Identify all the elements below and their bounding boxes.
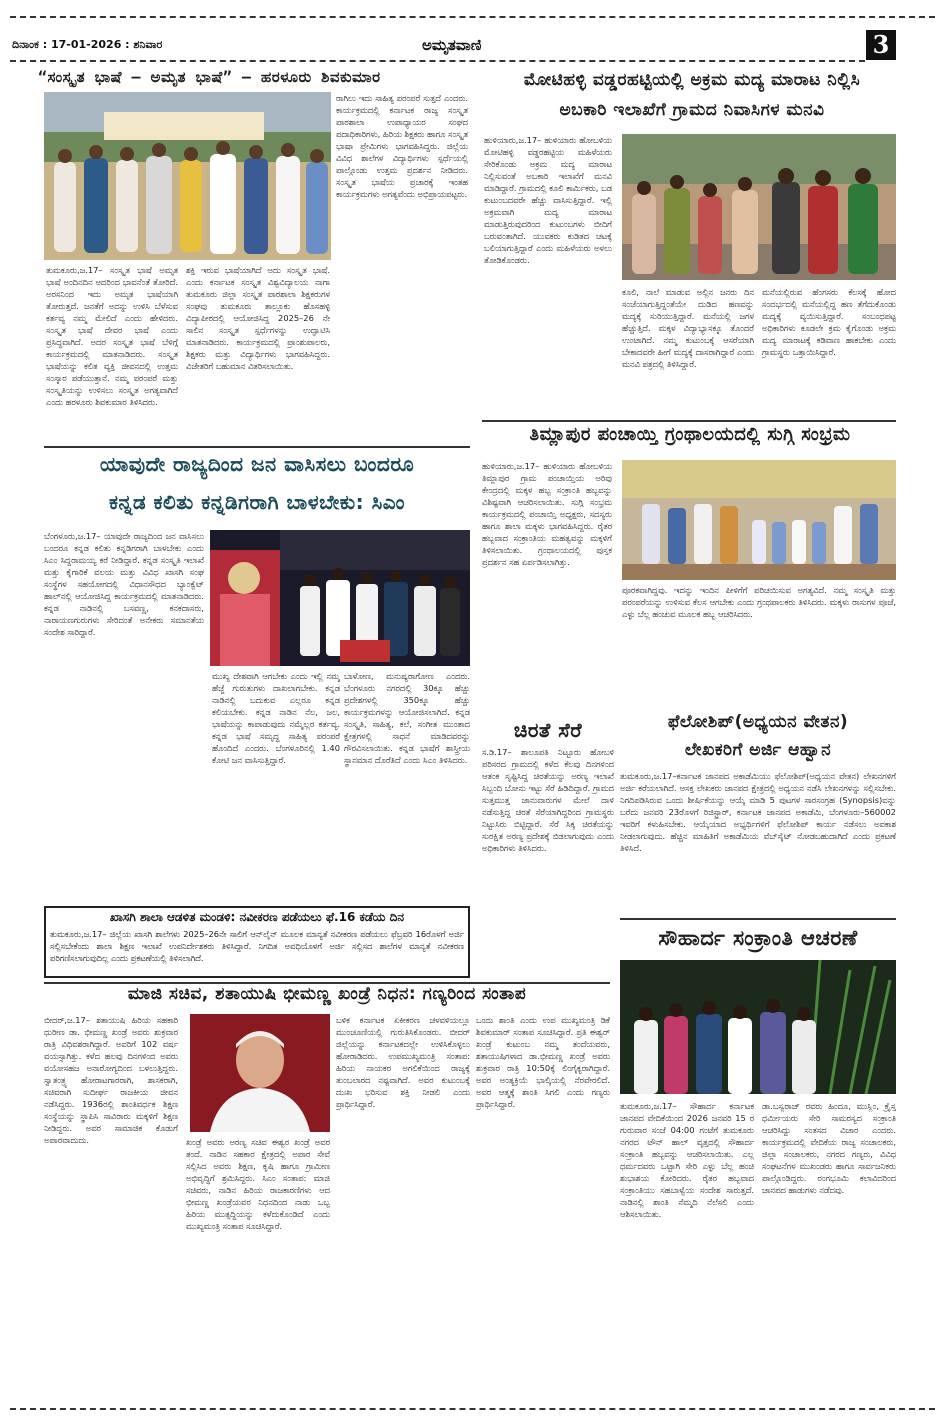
paper-name: ಅಮೃತವಾಣಿ	[422, 36, 482, 54]
granthalaya-col-2: ಪೂರಕವಾಗಿದ್ದವು. ಇದನ್ನು ಇಂದಿನ ಪೀಳಿಗೆಗೆ ಪರಿಚಯಿಸುವ ಅಗತ್ಯವಿದೆ. ನಮ್ಮ ಸಂಸ್ಕೃತಿ ಮತ್ತು ಪರಂಪರೆಯನ್ನು ಉಳಿಸುವ ಕೆಲಸ ಆಗಬೇಕು ಎಂದು ಗ್ರಂಥಪಾಲಕರು ತಿಳಿಸಿದರು. ಮಕ್ಕಳು ರಾಸುಗಳ ಪೂಜೆ, ಎಳ್ಳು ಬೆಲ್ಲ ಹಂಚುವ ಮೂಲಕ ಹಬ್ಬ ಆಚರಿಸಿದರು.	[622, 585, 896, 619]
bottom-dashed-rule	[10, 1408, 935, 1410]
sanskrit-col-3: ರಾಗಿಲು ಇದು ಸಾಹಿತ್ಯ ಪರಂಪರೆ ಸುತ್ತದೆ ಎಂದರು. ಕಾರ್ಯಕ್ರಮದಲ್ಲಿ ಕರ್ನಾಟಕ ರಾಜ್ಯ ಸಂಸ್ಕೃತ ಪಾಠಶಾಲಾ ಉಪಾಧ್ಯಾಯರ ಸಂಘದ ಪದಾಧಿಕಾರಿಗಳು, ಹಿರಿಯ ಶಿಕ್ಷಕರು ಹಾಗೂ ಸಂಸ್ಕೃತ ಭಾಷಾ ಪ್ರೇಮಿಗಳು ಭಾಗವಹಿಸಿದ್ದರು. ಜಿಲ್ಲೆಯ ವಿವಿಧ ಶಾಲೆಗಳ ವಿದ್ಯಾರ್ಥಿಗಳು ಸ್ಪರ್ಧೆಯಲ್ಲಿ ಪಾಲ್ಗೊಂಡು ಉತ್ತಮ ಪ್ರದರ್ಶನ ನೀಡಿದರು. ಸಂಸ್ಕೃತ ಭಾಷೆಯ ಪ್ರಚಾರಕ್ಕೆ ಇಂತಹ ಕಾರ್ಯಕ್ರಮಗಳು ಅಗತ್ಯವೆಂದು ಅಭಿಪ್ರಾಯಪಟ್ಟರು.	[336, 93, 468, 199]
rule-right-1	[482, 420, 896, 422]
photo-sanskrit-event	[44, 92, 331, 260]
headline-bhimanna: ಮಾಜಿ ಸಚಿವ, ಶತಾಯುಷಿ ಭೀಮಣ್ಣ ಖಂಡ್ರೆ ನಿಧನ: ಗಣ್ಯರಿಂದ ಸಂತಾಪ	[127, 984, 527, 1004]
sauharda-col-1: ತುಮಕೂರು,ಜ.17– ಸೌಹಾರ್ದ ಕರ್ನಾಟಕ ಜಾನಪದ ವೇದಿಕೆಯಿಂದ 2026 ಜನವರಿ 15 ರ ಗುರುವಾರ ಸಂಜೆ 04:00 ಗಂಟೆಗೆ ತುಮಕೂರು ನಗರದ ಟೌನ್ ಹಾಲ್ ವೃತ್ತದಲ್ಲಿ ಸೌಹಾರ್ದ ಸಂಕ್ರಾಂತಿ ಹಬ್ಬವನ್ನು ಆಚರಿಸಲಾಯಿತು. ಎಲ್ಲ ಧರ್ಮದವರು ಒಟ್ಟಾಗಿ ಸೇರಿ ಎಳ್ಳು ಬೆಲ್ಲ ಹಂಚಿ ಶುಭಾಶಯ ಕೋರಿದರು. ರೈತರ ಹಬ್ಬವಾದ ಸಂಕ್ರಾಂತಿಯು ಸಹಬಾಳ್ವೆಯ ಸಂದೇಶ ಸಾರುತ್ತದೆ. ನಾಡಿನಲ್ಲಿ ಶಾಂತಿ ನೆಮ್ಮದಿ ನೆಲೆಸಲಿ ಎಂದು ಆಶಿಸಲಾಯಿತು.	[620, 1101, 754, 1219]
headline-private-school: ಖಾಸಗಿ ಶಾಲಾ ಆಡಳಿತ ಮಂಡಳಿ: ನವೀಕರಣ ಪಡೆಯಲು ಫೆ.16 ಕಡೆಯ ದಿನ	[109, 910, 405, 924]
headline-granthalaya: ತಿಮ್ಲಾಪುರ ಪಂಚಾಯ್ತಿ ಗ್ರಂಥಾಲಯದಲ್ಲಿ ಸುಗ್ಗಿ ಸಂಭ್ರಮ	[529, 424, 851, 445]
private-school-box	[44, 906, 470, 978]
headline-excise-2: ಅಬಕಾರಿ ಇಲಾಖೆಗೆ ಗ್ರಾಮದ ನಿವಾಸಿಗಳ ಮನವಿ	[559, 100, 825, 120]
sauharda-col-2: ಡಾ.ಬಸ್ವರಾಜ್ ರವರು ಹಿಂದೂ, ಮುಸ್ಲಿಂ, ಕ್ರೈಸ್ತ ಧರ್ಮೀಯರು ಸೇರಿ ಸಾಮರಸ್ಯದ ಸಂಕ್ರಾಂತಿ ಆಚರಿಸಿದ್ದು ಸಂತಸದ ವಿಚಾರ ಎಂದರು. ಕಾರ್ಯಕ್ರಮದಲ್ಲಿ ವೇದಿಕೆಯ ರಾಜ್ಯ ಸಂಚಾಲಕರು, ಜಿಲ್ಲಾ ಸಂಚಾಲಕರು, ನಗರದ ಗಣ್ಯರು, ವಿವಿಧ ಸಂಘಟನೆಗಳ ಮುಖಂಡರು ಹಾಗೂ ಸಾರ್ವಜನಿಕರು ಪಾಲ್ಗೊಂಡಿದ್ದರು. ರಂಗಭೂಮಿ ಕಲಾವಿದರಿಂದ ಜಾನಪದ ಹಾಡುಗಳು ನಡೆದವು.	[762, 1101, 896, 1195]
chirate-body: ಸ.ಡಿ.17– ಶಾಲೂಪತಿ ನಿಟ್ಟೂರು ಹೋಬಳಿ ಪರಿಸರದ ಗ್ರಾಮದಲ್ಲಿ ಕಳೆದ ಕೆಲವು ದಿನಗಳಿಂದ ಆತಂಕ ಸೃಷ್ಟಿಸಿದ್ದ ಚಿರತೆಯನ್ನು ಅರಣ್ಯ ಇಲಾಖೆ ಸಿಬ್ಬಂದಿ ಬೋನು ಇಟ್ಟು ಸೆರೆ ಹಿಡಿದಿದ್ದಾರೆ. ಗ್ರಾಮದ ಸುತ್ತಮುತ್ತ ಜಾನುವಾರುಗಳ ಮೇಲೆ ದಾಳಿ ನಡೆಸುತ್ತಿದ್ದ ಚಿರತೆ ಸೆರೆಯಾಗಿದ್ದರಿಂದ ಗ್ರಾಮಸ್ಥರು ನಿಟ್ಟುಸಿರು ಬಿಟ್ಟಿದ್ದಾರೆ. ಸೆರೆ ಸಿಕ್ಕ ಚಿರತೆಯನ್ನು ಸುರಕ್ಷಿತ ಅರಣ್ಯ ಪ್ರದೇಶಕ್ಕೆ ಬಿಡಲಾಗುವುದು ಎಂದು ಅಧಿಕಾರಿಗಳು ತಿಳಿಸಿದರು.	[482, 747, 614, 853]
photo-sauharda	[620, 960, 896, 1094]
headline-sanskrit: “ಸಂಸ್ಕೃತ ಭಾಷೆ – ಅಮೃತ ಭಾಷೆ” – ಹರಳೂರು ಶಿವಕುಮಾರ	[38, 68, 381, 86]
page-number: 3	[866, 30, 896, 60]
sanskrit-col-2: ಶಕ್ತಿ ಇರುವ ಭಾಷೆಯಾಗಿದೆ ಅದು ಸಂಸ್ಕೃತ ಭಾಷೆ. ಎಂದು ಕರ್ನಾಟಕ ಸಂಸ್ಕೃತ ವಿಶ್ವವಿದ್ಯಾಲಯ ನಾಗಾ ತುಮಕೂರು ಜಿಲ್ಲಾ ಸಂಸ್ಕೃತ ಪಾಠಶಾಲಾ ಶಿಕ್ಷಕರುಗಳ ಸಂಘವು ತುಮಕೂರು ತಾಲ್ಲೂಕು ಹೊಸಹಳ್ಳಿ ವಿದ್ಯಾಪೀಠದಲ್ಲಿ ಆಯೋಜಿಸಿದ್ದ 2025–26 ನೇ ಸಾಲಿನ ಸಂಸ್ಕೃತ ಸ್ಪರ್ಧೆಗಳನ್ನು ಉದ್ಘಾಟಿಸಿ ಮಾತನಾಡಿದರು. ಕಾರ್ಯಕ್ರಮದಲ್ಲಿ ಪ್ರಾಂಶುಪಾಲರು, ಶಿಕ್ಷಕರು ಮತ್ತು ವಿದ್ಯಾರ್ಥಿಗಳು ಭಾಗವಹಿಸಿದ್ದರು. ವಿಜೇತರಿಗೆ ಬಹುಮಾನ ವಿತರಿಸಲಾಯಿತು.	[186, 265, 330, 371]
kannada-col-2: ಮುಖ್ಯ ದೇಶವಾಗಿ ಆಗಬೇಕು ಎಂದು ಇಲ್ಲಿ ನಮ್ಮ ಹೆಜ್ಜೆ ಗುರುತುಗಳು ದಾಖಲಾಗಬೇಕು. ಕನ್ನಡ ನಾಡಿನಲ್ಲಿ ಬದುಕುವ ಎಲ್ಲರೂ ಕನ್ನಡ ಕಲಿಯಬೇಕು. ಕನ್ನಡ ನಾಡಿನ ನೆಲ, ಜಲ, ಭಾಷೆಯನ್ನು ಕಾಪಾಡುವುದು ನಮ್ಮೆಲ್ಲರ ಕರ್ತವ್ಯ. ಕನ್ನಡ ಭಾಷೆ ಸಮೃದ್ಧ ಸಾಹಿತ್ಯ ಪರಂಪರೆ ಹೊಂದಿದೆ ಎಂದರು. ಬೆಂಗಳೂರಿನಲ್ಲಿ 1.40 ಕೋಟಿ ಜನ ವಾಸಿಸುತ್ತಿದ್ದಾರೆ.	[212, 671, 340, 765]
bhimanna-col-1: ಬೀದರ್,ಜ.17– ಶತಾಯುಷಿ ಹಿರಿಯ ಸಹಕಾರಿ ಧುರೀಣ ಡಾ. ಭೀಮಣ್ಣ ಖಂಡ್ರೆ ಅವರು ಶುಕ್ರವಾರ ರಾತ್ರಿ ವಿಧಿವಶರಾಗಿದ್ದಾರೆ. ಅವರಿಗೆ 102 ವರ್ಷ ವಯಸ್ಸಾಗಿತ್ತು. ಕಳೆದ ಹಲವು ದಿನಗಳಿಂದ ಅವರು ವಯೋಸಹಜ ಅನಾರೋಗ್ಯದಿಂದ ಬಳಲುತ್ತಿದ್ದರು. ಸ್ವಾತಂತ್ರ್ಯ ಹೋರಾಟಗಾರರಾಗಿ, ಶಾಸಕರಾಗಿ, ಸಚಿವರಾಗಿ ಸುದೀರ್ಘ ರಾಜಕೀಯ ಜೀವನ ನಡೆಸಿದ್ದರು. 1936ರಲ್ಲಿ ಶಾಂತಿವರ್ಧಕ ಶಿಕ್ಷಣ ಸಂಸ್ಥೆಯನ್ನು ಸ್ಥಾಪಿಸಿ ಸಾವಿರಾರು ಮಕ್ಕಳಿಗೆ ಶಿಕ್ಷಣ ನೀಡಿದ್ದರು. ಅವರ ಸಾಮಾಜಿಕ ಕೊಡುಗೆ ಅಪಾರವಾದುದು.	[44, 1015, 178, 1145]
excise-col-1: ಹುಳಿಯಾರು,ಜ.17– ಹುಳಿಯಾರು ಹೋಬಳಿಯ ಮೋಟಿಹಳ್ಳಿ ವಡ್ಡರಹಟ್ಟಿಯ ಮಹಿಳೆಯರು ಸೇರಿಕೊಂಡು ಅಕ್ರಮ ಮದ್ಯ ಮಾರಾಟ ನಿಲ್ಲಿಸುವಂತೆ ಅಬಕಾರಿ ಇಲಾಖೆಗೆ ಮನವಿ ಮಾಡಿದ್ದಾರೆ. ಗ್ರಾಮದಲ್ಲಿ ಕೂಲಿ ಕಾರ್ಮಿಕರು, ಬಡ ಕುಟುಂಬದವರೇ ಹೆಚ್ಚು ವಾಸಿಸುತ್ತಿದ್ದಾರೆ. ಇಲ್ಲಿ ಅಕ್ರಮವಾಗಿ ಮದ್ಯ ಮಾರಾಟ ಮಾಡುತ್ತಿರುವುದರಿಂದ ಕುಟುಂಬಗಳು ಬೀದಿಗೆ ಬರುವಂತಾಗಿದೆ. ಯುವಕರು ಕುಡಿತದ ಚಟಕ್ಕೆ ಬಲಿಯಾಗುತ್ತಿದ್ದಾರೆ ಎಂದು ಮಹಿಳೆಯರು ಅಳಲು ತೋಡಿಕೊಂಡರು.	[484, 135, 612, 265]
private-school-body: ತುಮಕೂರು,ಜ.17– ಜಿಲ್ಲೆಯ ಖಾಸಗಿ ಶಾಲೆಗಳು 2025–26ನೇ ಸಾಲಿಗೆ ಆನ್‌ಲೈನ್ ಮೂಲಕ ಮಾನ್ಯತೆ ನವೀಕರಣ ಪಡೆಯಲು ಫೆಬ್ರವರಿ 16ರೊಳಗೆ ಅರ್ಜಿ ಸಲ್ಲಿಸಬೇಕೆಂದು ಶಾಲಾ ಶಿಕ್ಷಣ ಇಲಾಖೆ ಉಪನಿರ್ದೇಶಕರು ತಿಳಿಸಿದ್ದಾರೆ. ನಿಗದಿತ ಅವಧಿಯೊಳಗೆ ಅರ್ಜಿ ಸಲ್ಲಿಸದ ಶಾಲೆಗಳ ಮಾನ್ಯತೆ ನವೀಕರಣ ಪರಿಗಣಿಸಲಾಗುವುದಿಲ್ಲ ಎಂದು ಪ್ರಕಟಣೆಯಲ್ಲಿ ತಿಳಿಸಲಾಗಿದೆ.	[50, 929, 464, 963]
sanskrit-col-1: ತುಮಕೂರು,ಜ.17– ಸಂಸ್ಕೃತ ಭಾಷೆ ಅಮೃತ ಭಾಷೆ ಅಂದಿನದಿನ ಅದರಿಂದ ಭಾವನೆಂತೆ ತೋರಿದೆ. ಅರಸನಿಂದ ಇದು ಅಮೃತ ಭಾಷೆಯಾಗಿ ತೋರುತ್ತದೆ. ಜನತೆಗೆ ಅದನ್ನು ಉಳಿಸಿ ಬೆಳೆಸುವ ಕರ್ತವ್ಯ ನಮ್ಮ ಮೇಲಿದೆ ಎಂದು ಹೇಳಿದರು. ಸಂಸ್ಕೃತ ಭಾಷೆ ದೇವರ ಭಾಷೆ ಎಂದು ಪ್ರಸಿದ್ಧವಾಗಿದೆ. ಅದರ ಸಂಸ್ಕೃತ ಭಾಷೆ ಬೆಳಿಗ್ಗೆ ಕಾರ್ಯಕ್ರಮದಲ್ಲಿ ಮಾತನಾಡಿದರು. ಸಂಸ್ಕೃತ ಭಾಷೆಯನ್ನು ಕಲಿತ ವ್ಯಕ್ತಿ ಜೀವನದಲ್ಲಿ ಉತ್ತಮ ಸಂಸ್ಕಾರ ಪಡೆಯುತ್ತಾನೆ. ನಮ್ಮ ಪರಂಪರೆ ಮತ್ತು ಸಂಸ್ಕೃತಿಯನ್ನು ಉಳಿಸಲು ಸಂಸ್ಕೃತ ಅಗತ್ಯವಾಗಿದೆ ಎಂದು ಹರಳೂರು ಶಿವಕುಮಾರ ತಿಳಿಸಿದರು.	[46, 265, 178, 407]
bhimanna-col-4: ಒಂದು ಶಾಂತಿ ಎಂದು ಉಪ ಮುಖ್ಯಮಂತ್ರಿ ಡಿಕೆ ಶಿವಕುಮಾರ್ ಸಂತಾಪ ಸೂಚಿಸಿದ್ದಾರೆ. ಪ್ರತಿ ಈಶ್ವರ್ ಖಂಡ್ರೆ ಕುಟುಂಬ ನಮ್ಮ ತಂದೆಯವರು, ಶತಾಯುಷಿಗಳಾದ ಡಾ.ಭೀಮಣ್ಣ ಖಂಡ್ರೆ ಅವರು ಶುಕ್ರವಾರ ರಾತ್ರಿ 10:50ಕ್ಕೆ ಲಿಂಗೈಕ್ಯರಾಗಿದ್ದಾರೆ. ಅವರ ಅಂತ್ಯಕ್ರಿಯೆ ಭಾಲ್ಕಿಯಲ್ಲಿ ನೆರವೇರಲಿದೆ. ಅವರ ಆತ್ಮಕ್ಕೆ ಶಾಂತಿ ಸಿಗಲಿ ಎಂದು ಗಣ್ಯರು ಪ್ರಾರ್ಥಿಸಿದ್ದಾರೆ.	[476, 1015, 610, 1109]
headline-kannada-2: ಕನ್ನಡ ಕಲಿತು ಕನ್ನಡಿಗರಾಗಿ ಬಾಳಬೇಕು: ಸಿಎಂ	[109, 490, 405, 514]
headline-kannada-1: ಯಾವುದೇ ರಾಜ್ಯದಿಂದ ಜನ ವಾಸಿಸಲು ಬಂದರೂ	[99, 452, 415, 476]
bhimanna-col-2: ಖಂಡ್ರೆ ಅವರು ಅರಣ್ಯ ಸಚಿವ ಈಶ್ವರ ಖಂಡ್ರೆ ಅವರ ತಂದೆ. ನಾಡಿನ ಸಹಕಾರ ಕ್ಷೇತ್ರದಲ್ಲಿ ಅಪಾರ ಸೇವೆ ಸಲ್ಲಿಸಿದ ಅವರು ಶಿಕ್ಷಣ, ಕೃಷಿ ಹಾಗೂ ಗ್ರಾಮೀಣ ಅಭಿವೃದ್ಧಿಗೆ ಶ್ರಮಿಸಿದ್ದರು. ಸಿಎಂ ಸಂತಾಪ: ಮಾಜಿ ಸಚಿವರು, ನಾಡಿನ ಹಿರಿಯ ರಾಜಕಾರಣಿಗಳು ಆದ ಭೀಮಣ್ಣ ಖಂಡ್ರೆಯವರ ನಿಧನದಿಂದ ನಾಡು ಒಬ್ಬ ಹಿರಿಯ ಮುತ್ಸದ್ದಿಯನ್ನು ಕಳೆದುಕೊಂಡಿದೆ ಎಂದು ಮುಖ್ಯಮಂತ್ರಿ ಸಂತಾಪ ಸೂಚಿಸಿದ್ದಾರೆ.	[186, 1137, 330, 1231]
kannada-col-3: ಬಾಳೋಣ, ಮನುಷ್ಯರಾಗೋಣ ಎಂದರು. ಬೆಂಗಳೂರು ನಗರದಲ್ಲಿ 30ಕ್ಕೂ ಹೆಚ್ಚು ಪ್ರದೇಶಗಳಲ್ಲಿ 350ಕ್ಕೂ ಹೆಚ್ಚು ಕಾರ್ಯಕ್ರಮಗಳನ್ನು ಆಯೋಜಿಸಲಾಗಿದೆ. ಕನ್ನಡ ಸಂಸ್ಕೃತಿ, ಸಾಹಿತ್ಯ, ಕಲೆ, ಸಂಗೀತ ಮುಂತಾದ ಕ್ಷೇತ್ರಗಳಲ್ಲಿ ಸಾಧನೆ ಮಾಡಿದವರನ್ನು ಗೌರವಿಸಲಾಯಿತು. ಕನ್ನಡ ಭಾಷೆಗೆ ಶಾಸ್ತ್ರೀಯ ಸ್ಥಾನಮಾನ ದೊರೆತಿದೆ ಎಂದು ಸಿಎಂ ತಿಳಿಸಿದರು.	[344, 671, 470, 765]
granthalaya-col-1: ಹುಳಿಯಾರು,ಜ.17– ಹುಳಿಯಾರು ಹೋಬಳಿಯ ತಿಮ್ಲಾಪುರ ಗ್ರಾಮ ಪಂಚಾಯ್ತಿಯ ಅರಿವು ಕೇಂದ್ರದಲ್ಲಿ ಮಕ್ಕಳ ಹಬ್ಬ ಸಂಕ್ರಾಂತಿ ಹಬ್ಬವನ್ನು ವಿಶಿಷ್ಟವಾಗಿ ಆಚರಿಸಲಾಯಿತು. ಸುಗ್ಗಿ ಸಂಭ್ರಮ ಕಾರ್ಯಕ್ರಮದಲ್ಲಿ ಪಂಚಾಯ್ತಿ ಅಧ್ಯಕ್ಷರು, ಸದಸ್ಯರು ಹಾಗೂ ಶಾಲಾ ಮಕ್ಕಳು ಭಾಗವಹಿಸಿದ್ದರು. ರೈತರ ಹಬ್ಬವಾದ ಸಂಕ್ರಾಂತಿಯ ಮಹತ್ವವನ್ನು ಮಕ್ಕಳಿಗೆ ತಿಳಿಸಲಾಯಿತು. ಗ್ರಂಥಾಲಯದಲ್ಲಿ ಪುಸ್ತಕ ಪ್ರದರ್ಶನ ಸಹ ಏರ್ಪಡಿಸಲಾಗಿತ್ತು.	[482, 461, 612, 567]
top-dashed-rule	[10, 16, 935, 18]
photo-bhimanna	[190, 1014, 330, 1132]
rule-right-2	[620, 918, 896, 920]
headline-chirate: ಚಿರತೆ ಸೆರೆ	[513, 718, 583, 742]
kannada-col-1: ಬೆಂಗಳೂರು,ಜ.17– ಯಾವುದೇ ರಾಜ್ಯದಿಂದ ಜನ ವಾಸಿಸಲು ಬಂದರೂ ಕನ್ನಡ ಕಲಿತು ಕನ್ನಡಿಗರಾಗಿ ಬಾಳಬೇಕು ಎಂದು ಸಿಎಂ ಸಿದ್ದರಾಮಯ್ಯ ಕರೆ ನೀಡಿದ್ದಾರೆ. ಕನ್ನಡ ಸಂಸ್ಕೃತಿ ಇಲಾಖೆ ಮತ್ತು ಕೈಗಾರಿಕೆ ವಲಯ ಮತ್ತು ವಿವಿಧ ಖಾಸಗಿ ಸಂಘ ಸಂಸ್ಥೆಗಳ ಸಹಯೋಗದಲ್ಲಿ ವಿಧಾನಸೌಧದ ಬ್ಯಾಂಕ್ವೆಟ್ ಹಾಲ್‌ನಲ್ಲಿ ಆಯೋಜಿಸಿದ್ದ ಕಾರ್ಯಕ್ರಮದಲ್ಲಿ ಮಾತನಾಡಿದರು. ಕನ್ನಡ ನಾಡಿನಲ್ಲಿ ಬಸವಣ್ಣ, ಕನಕದಾಸರು, ನಾರಾಯಣಗುರುಗಳು ಸೇರಿದಂತೆ ಅನೇಕರು ಸಮಾನತೆಯ ಸಂದೇಶ ಸಾರಿದ್ದಾರೆ.	[44, 531, 204, 637]
headline-sauharda: ಸೌಹಾರ್ದ ಸಂಕ್ರಾಂತಿ ಆಚರಣೆ	[658, 926, 858, 950]
headline-fellowship-1: ಫೆಲೋಶಿಪ್(ಅಧ್ಯಯನ ವೇತನ)	[667, 712, 849, 732]
headline-excise-1: ಮೋಟಿಹಳ್ಳಿ ವಡ್ಡರಹಟ್ಟಿಯಲ್ಲಿ ಅಕ್ರಮ ಮದ್ಯ ಮಾರಾಟ ನಿಲ್ಲಿಸಿ	[523, 70, 861, 90]
bhimanna-col-3: ಬಳಿಕ ಕರ್ನಾಟಕ ಏಕೀಕರಣ ಚಳವಳಿಯಲ್ಲೂ ಮುಂಚೂಣಿಯಲ್ಲಿ ಗುರುತಿಸಿಕೊಂಡರು. ಬೀದರ್ ಜಿಲ್ಲೆಯನ್ನು ಕರ್ನಾಟಕದಲ್ಲೇ ಉಳಿಸಿಕೊಳ್ಳಲು ಹೋರಾಡಿದರು. ಉಪಮುಖ್ಯಮಂತ್ರಿ ಸಂತಾಪ: ಹಿರಿಯ ನಾಯಕರ ಅಗಲಿಕೆಯಿಂದ ರಾಜ್ಯಕ್ಕೆ ತುಂಬಲಾರದ ನಷ್ಟವಾಗಿದೆ. ಅವರ ಕುಟುಂಬಕ್ಕೆ ದುಃಖ ಭರಿಸುವ ಶಕ್ತಿ ನೀಡಲಿ ಎಂದು ಪ್ರಾರ್ಥಿಸಿದ್ದಾರೆ.	[336, 1015, 470, 1109]
masthead-dashed-rule	[10, 60, 865, 62]
masthead	[12, 34, 862, 56]
photo-excise-villagers	[622, 134, 896, 280]
photo-cm-event	[210, 530, 470, 666]
rule-left-1	[44, 446, 470, 448]
excise-col-3: ಮನೆಯಲ್ಲಿರುವ ಹೆಂಗಸರು ಕೆಲಸಕ್ಕೆ ಹೋದ ಸಂದರ್ಭದಲ್ಲಿ ಮನೆಯಲ್ಲಿದ್ದ ಹಣ ತೆಗೆದುಕೊಂಡು ಮದ್ಯಕ್ಕೆ ವ್ಯಯಿಸುತ್ತಿದ್ದಾರೆ. ಸಂಬಂಧಪಟ್ಟ ಅಧಿಕಾರಿಗಳು ಕೂಡಲೇ ಕ್ರಮ ಕೈಗೊಂಡು ಅಕ್ರಮ ಮದ್ಯ ಮಾರಾಟಕ್ಕೆ ಕಡಿವಾಣ ಹಾಕಬೇಕು ಎಂದು ಗ್ರಾಮಸ್ಥರು ಒತ್ತಾಯಿಸಿದ್ದಾರೆ.	[762, 287, 896, 357]
fellowship-body: ತುಮಕೂರು,ಜ.17–ಕರ್ನಾಟಕ ಜಾನಪದ ಅಕಾಡೆಮಿಯು ಫೆಲೋಶಿಪ್(ಅಧ್ಯಯನ ವೇತನ) ಲೇಖನಗಳಿಗೆ ಅರ್ಜಿ ಕರೆಯಲಾಗಿದೆ. ಆಸಕ್ತ ಲೇಖಕರು ಜಾನಪದ ಕ್ಷೇತ್ರದಲ್ಲಿ ಅಧ್ಯಯನ ನಡೆಸಿ ಲೇಖನಗಳನ್ನು ಸಲ್ಲಿಸಬೇಕು. ನಿಗದಿಪಡಿಸಿರುವ ಒಂದು ಶೀರ್ಷಿಕೆಯನ್ನು ಆಯ್ಕೆ ಮಾಡಿ 5 ಪುಟಗಳ ಸಾರಸಂಗ್ರಹ (Synopsis)ವನ್ನು ಬರೆದು ಜನವರಿ 23ರೊಳಗೆ ರಿಜಿಸ್ಟ್ರಾರ್, ಕರ್ನಾಟಕ ಜಾನಪದ ಅಕಾಡೆಮಿ, ಬೆಂಗಳೂರು–560002 ಇವರಿಗೆ ಕಳುಹಿಸಬೇಕು. ಆಯ್ಕೆಯಾದ ಅಭ್ಯರ್ಥಿಗಳಿಗೆ ಫೆಲೋಶಿಪ್ ಕಾರ್ಯ ನಡೆಸಲು ಅವಕಾಶ ನೀಡಲಾಗುವುದು. ಹೆಚ್ಚಿನ ಮಾಹಿತಿಗೆ ಅಕಾಡೆಮಿಯ ವೆಬ್‌ಸೈಟ್ ನೋಡಬಹುದಾಗಿದೆ ಎಂದು ಪ್ರಕಟಣೆ ತಿಳಿಸಿದೆ.	[620, 771, 896, 853]
issue-date: ದಿನಾಂಕ : 17-01-2026 : ಶನಿವಾರ	[12, 38, 163, 51]
headline-fellowship-2: ಲೇಖಕರಿಗೆ ಅರ್ಜಿ ಆಹ್ವಾನ	[684, 740, 832, 760]
photo-granthalaya	[622, 460, 896, 580]
excise-col-2: ಕೂಲಿ, ನಾಲೆ ಮಾಡುವ ಅಲ್ಲಿನ ಜನರು ದಿನ ಸಂಜೆಯಾಗುತ್ತಿದ್ದಂತೆಯೇ ದುಡಿದ ಹಣವನ್ನು ಮದ್ಯಕ್ಕೆ ಸುರಿಯುತ್ತಿದ್ದಾರೆ. ಮನೆಯಲ್ಲಿ ಜಗಳ ಹೆಚ್ಚುತ್ತಿದೆ. ಮಕ್ಕಳ ವಿದ್ಯಾಭ್ಯಾಸಕ್ಕೂ ತೊಂದರೆ ಉಂಟಾಗಿದೆ. ನಮ್ಮ ಕುಟುಂಬಕ್ಕೆ ಆಸರೆಯಾಗಿ ಬೇಕಾದವರೇ ಹೀಗೆ ಮದ್ಯಕ್ಕೆ ದಾಸರಾಗಿದ್ದಾರೆ ಎಂದು ಮನವಿ ಪತ್ರದಲ್ಲಿ ತಿಳಿಸಿದ್ದಾರೆ.	[622, 287, 754, 369]
